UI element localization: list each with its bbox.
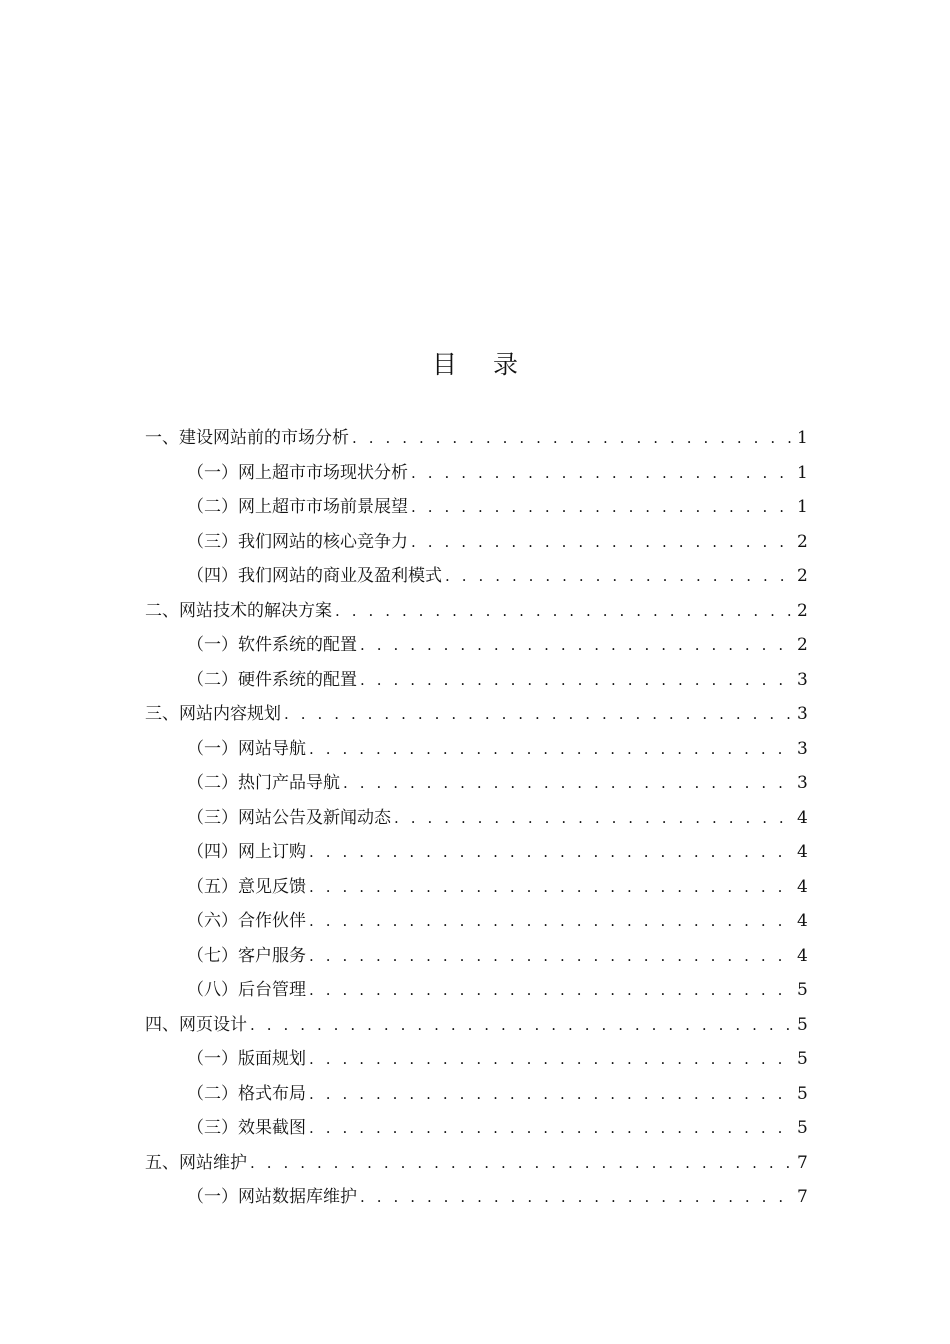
toc-entry-page: 2 [797,635,808,655]
toc-entry-label: （二）网上超市市场前景展望 [187,497,408,517]
toc-entry-label: 五、网站维护 [145,1152,247,1173]
toc-dot-leader [309,904,794,939]
toc-entry-page: 7 [797,1152,808,1173]
toc-entry-page: 5 [797,1083,808,1104]
toc-entry-page: 5 [797,1014,808,1035]
toc-entry[interactable] [145,766,807,801]
toc-entry[interactable] [145,870,807,905]
toc-list [145,421,807,1215]
toc-entry[interactable] [145,1008,807,1043]
toc-entry[interactable] [145,1180,807,1215]
toc-dot-leader [309,835,794,870]
toc-entry-page: 4 [797,842,808,862]
toc-entry-page: 5 [797,980,808,1000]
toc-entry-label: （一）网站导航 [187,738,306,759]
toc-dot-leader [360,663,794,698]
toc-entry[interactable] [145,1111,807,1146]
toc-entry-page: 1 [797,428,808,448]
toc-entry-label: （三）效果截图 [187,1118,306,1138]
toc-entry[interactable] [145,1042,807,1077]
toc-entry[interactable] [145,559,807,594]
toc-entry[interactable] [145,697,807,732]
toc-dot-leader [284,697,794,732]
toc-entry-label: （一）网上超市市场现状分析 [187,462,408,483]
toc-entry-page: 2 [797,600,808,621]
toc-entry-page: 1 [797,462,808,483]
toc-entry-page: 3 [797,669,808,690]
toc-title: 目 录 [432,350,532,379]
toc-entry[interactable] [145,904,807,939]
toc-entry-label: （二）硬件系统的配置 [187,669,357,690]
toc-dot-leader [352,421,794,456]
toc-entry-page: 3 [797,704,808,724]
toc-entry-label: 三、网站内容规划 [145,704,281,724]
toc-entry-page: 1 [797,497,808,517]
toc-entry-page: 4 [797,945,808,966]
toc-entry-page: 3 [797,773,808,793]
toc-entry[interactable] [145,835,807,870]
toc-entry-page: 4 [797,807,808,828]
toc-entry[interactable] [145,421,807,456]
toc-entry[interactable] [145,801,807,836]
toc-entry[interactable] [145,490,807,525]
toc-entry-page: 2 [797,566,808,586]
toc-entry-label: （二）格式布局 [187,1083,306,1104]
toc-dot-leader [309,732,794,767]
toc-dot-leader [360,1180,794,1215]
toc-entry-label: （四）我们网站的商业及盈利模式 [187,566,442,586]
toc-entry-page: 4 [797,876,808,897]
toc-dot-leader [309,1077,794,1112]
toc-dot-leader [411,490,794,525]
toc-dot-leader [309,870,794,905]
toc-dot-leader [343,766,794,801]
toc-dot-leader [394,801,794,836]
toc-entry-page: 5 [797,1118,808,1138]
toc-entry[interactable] [145,973,807,1008]
toc-dot-leader [250,1008,794,1043]
toc-dot-leader [250,1146,794,1181]
toc-entry[interactable] [145,525,807,560]
toc-entry[interactable] [145,732,807,767]
toc-entry[interactable] [145,1146,807,1181]
toc-entry-label: （一）软件系统的配置 [187,635,357,655]
toc-entry-label: （八）后台管理 [187,980,306,1000]
toc-entry-label: （五）意见反馈 [187,876,306,897]
toc-entry-page: 3 [797,738,808,759]
toc-dot-leader [445,559,794,594]
toc-entry-label: 二、网站技术的解决方案 [145,600,332,621]
toc-entry-label: （一）版面规划 [187,1049,306,1069]
toc-entry[interactable] [145,628,807,663]
toc-entry-label: 一、建设网站前的市场分析 [145,428,349,448]
toc-entry-label: （一）网站数据库维护 [187,1187,357,1207]
toc-dot-leader [309,1042,794,1077]
toc-dot-leader [309,939,794,974]
toc-entry-label: （七）客户服务 [187,945,306,966]
toc-entry-label: （四）网上订购 [187,842,306,862]
toc-entry-label: （三）我们网站的核心竞争力 [187,531,408,552]
toc-entry[interactable] [145,663,807,698]
toc-entry-page: 5 [797,1049,808,1069]
toc-dot-leader [411,525,794,560]
toc-dot-leader [411,456,794,491]
toc-dot-leader [309,1111,794,1146]
toc-dot-leader [360,628,794,663]
toc-entry[interactable] [145,456,807,491]
toc-entry-label: （六）合作伙伴 [187,911,306,931]
toc-entry-page: 2 [797,531,808,552]
toc-entry-label: （二）热门产品导航 [187,773,340,793]
toc-dot-leader [309,973,794,1008]
toc-entry-label: 四、网页设计 [145,1014,247,1035]
toc-entry-label: （三）网站公告及新闻动态 [187,807,391,828]
toc-dot-leader [335,594,794,629]
toc-entry[interactable] [145,1077,807,1112]
toc-entry[interactable] [145,939,807,974]
toc-entry[interactable] [145,594,807,629]
toc-entry-page: 4 [797,911,808,931]
toc-entry-page: 7 [797,1187,808,1207]
